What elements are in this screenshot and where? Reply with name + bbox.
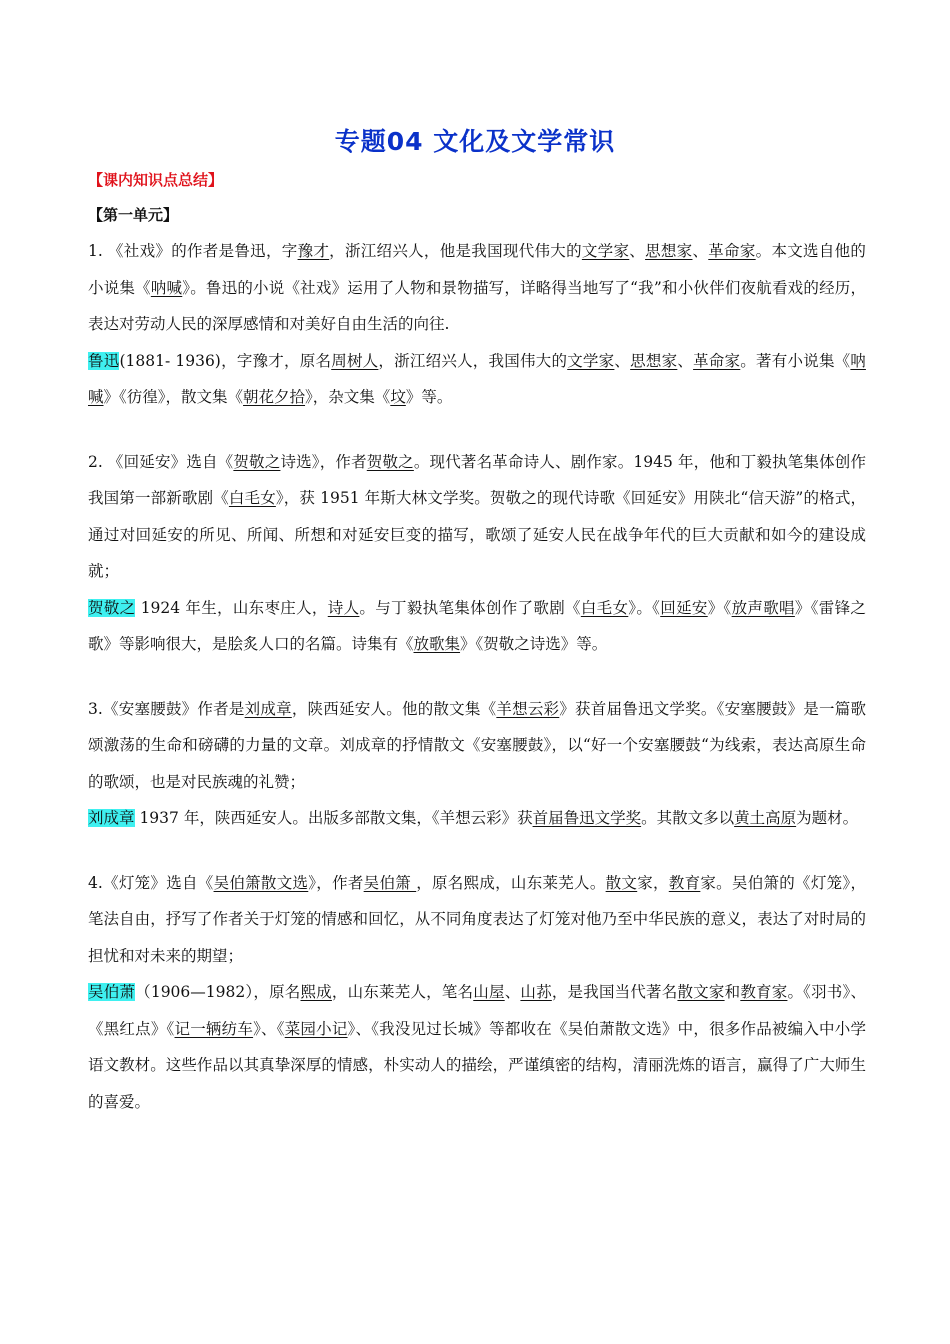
underlined-term: 放声歌唱 bbox=[731, 598, 795, 617]
text-run: ，浙江绍兴人，我国伟大的 bbox=[378, 351, 568, 370]
text-run: 、 bbox=[614, 351, 631, 370]
underlined-term: 教育家 bbox=[740, 983, 788, 1001]
underlined-term: 山屋 bbox=[473, 983, 505, 1001]
underlined-term: 教育 bbox=[668, 873, 701, 892]
text-run: 1937 年，陕西延安人。出版多部散文集，《羊想云彩》获 bbox=[134, 809, 533, 827]
spacer bbox=[88, 837, 866, 865]
text-run: 》、《 bbox=[253, 1019, 285, 1038]
text-run: 2. 《回延安》选自《 bbox=[88, 452, 234, 471]
text-run: 。其散文多以 bbox=[641, 809, 735, 827]
text-run: 》《彷徨》，散文集《 bbox=[103, 388, 244, 406]
underlined-term: 菜园小记 bbox=[284, 1019, 348, 1038]
text-run: 、 bbox=[692, 242, 709, 260]
text-run: 》《雷锋之歌》等影响很大，是脍炙人口的名篇。诗集有《 bbox=[88, 598, 866, 653]
text-run: 。著有小说集《 bbox=[740, 351, 851, 370]
item-4-paragraph bbox=[88, 865, 866, 975]
item-3-author-note bbox=[88, 800, 866, 837]
highlighted-name: 贺敬之 bbox=[88, 598, 136, 617]
underlined-term: 革命家 bbox=[693, 351, 741, 370]
underlined-term: 豫才 bbox=[297, 242, 330, 260]
text-run: ，是我国当代著名 bbox=[551, 983, 678, 1001]
text-run: 、 bbox=[629, 242, 646, 260]
text-run: 。《羽书》、《黑红点》《 bbox=[88, 983, 866, 1038]
section-label: 【课内知识点总结】 bbox=[88, 171, 224, 189]
text-run: 、 bbox=[504, 983, 521, 1001]
item-2-paragraph bbox=[88, 444, 866, 590]
underlined-term: 吴伯箫 bbox=[363, 873, 417, 892]
text-run: ，陕西延安人。他的散文集《 bbox=[291, 699, 497, 718]
item-1-author-note bbox=[88, 343, 866, 416]
text-run: 1. 《社戏》的作者是鲁迅，字 bbox=[88, 242, 298, 260]
text-run: 。现代著名革命诗人、剧作家。1945 年，他和丁毅执笔集体创作我国第一部新歌剧《 bbox=[88, 452, 866, 507]
underlined-term: 朝花夕拾 bbox=[243, 388, 306, 406]
underlined-term: 熙成 bbox=[300, 983, 332, 1001]
underlined-term: 首届鲁迅文学奖 bbox=[532, 809, 642, 827]
underlined-term: 回延安 bbox=[660, 598, 708, 617]
page-title: 专题04 文化及文学常识 bbox=[334, 127, 616, 156]
text-run: （1906—1982），原名 bbox=[135, 983, 301, 1001]
underlined-term: 贺敬之 bbox=[366, 452, 414, 471]
item-2-author-note bbox=[88, 590, 866, 663]
text-run: ，原名熙成，山东莱芜人。 bbox=[416, 873, 606, 892]
underlined-term: 山荪 bbox=[520, 983, 552, 1001]
text-run: 》。《 bbox=[628, 598, 661, 617]
underlined-term: 呐喊 bbox=[88, 351, 866, 406]
highlighted-name: 吴伯萧 bbox=[88, 983, 136, 1001]
underlined-term: 文学家 bbox=[581, 242, 630, 260]
item-4-author-note bbox=[88, 974, 866, 1120]
text-run: 》获首届鲁迅文学奖。《安塞腰鼓》是一篇歌颂激荡的生命和磅礴的力量的文章。刘成章的抒情散文《安塞腰鼓》，以“好一个安塞腰鼓“为线索，表达高原生命的歌颂，也是对民族魂的礼赞； bbox=[88, 699, 866, 791]
text-run: 》、《我没见过长城》等都收在《吴伯萧散文选》中，很多作品被编入中小学语文教材。这些作品以其真挚深厚的情感，朴实动人的描绘，严谨缜密的结构，清丽洗炼的语言，赢得了广大师生的喜爱。 bbox=[88, 1019, 866, 1111]
text-run: 为题材。 bbox=[796, 809, 859, 827]
text-run: 4.《灯笼》选自《 bbox=[88, 873, 214, 892]
text-run: 3.《安塞腰鼓》作者是 bbox=[88, 699, 245, 718]
text-run: ，山东莱芜人，笔名 bbox=[331, 983, 474, 1001]
text-run: 》，获 1951 年斯大林文学奖。贺敬之的现代诗歌《回延安》用陕北“信天游”的格式，通过对回延安的所见、所闻、所想和对延安巨变的描写，歌颂了延安人民在战争年代的巨大贡献和如今的建设成就； bbox=[88, 489, 866, 580]
underlined-term: 羊想云彩 bbox=[496, 699, 560, 718]
text-run: 家， bbox=[637, 873, 669, 892]
item-3-paragraph bbox=[88, 691, 866, 801]
underlined-term: 记一辆纺车 bbox=[174, 1019, 254, 1038]
text-run: 1924 年生，山东枣庄人， bbox=[135, 598, 328, 617]
text-run: 》。鲁迅的小说《社戏》运用了人物和景物描写，详略得当地写了“我”和小伙伴们夜航看戏的经历，表达对劳动人民的深厚感情和对美好自由生活的向往. bbox=[88, 278, 866, 333]
underlined-term: 吴伯箫散文选 bbox=[213, 873, 309, 892]
text-run: 》《贺敬之诗选》等。 bbox=[460, 635, 608, 653]
underlined-term: 呐喊 bbox=[150, 278, 183, 297]
spacer bbox=[88, 416, 866, 444]
unit-label: 【第一单元】 bbox=[88, 206, 179, 224]
underlined-term: 放歌集 bbox=[413, 635, 461, 653]
text-run: 。与丁毅执笔集体创作了歌剧《 bbox=[359, 598, 581, 617]
underlined-term: 白毛女 bbox=[580, 598, 629, 617]
text-run: ，浙江绍兴人，他是我国现代伟大的 bbox=[329, 242, 582, 260]
underlined-term: 贺敬之 bbox=[233, 452, 281, 471]
text-run: 》，杂文集《 bbox=[305, 388, 391, 406]
text-run: 家。吴伯箫的《灯笼》，笔法自由，抒写了作者关于灯笼的情感和回忆，从不同角度表达了灯笼对他乃至中华民族的意义，表达了对时局的担忧和对未来的期望； bbox=[88, 873, 866, 965]
highlighted-name: 鲁迅 bbox=[88, 351, 120, 370]
underlined-term: 散文家 bbox=[677, 983, 725, 1001]
text-run: 和 bbox=[724, 983, 741, 1001]
underlined-term: 散文 bbox=[605, 873, 638, 892]
highlighted-name: 刘成章 bbox=[88, 809, 135, 827]
underlined-term: 文学家 bbox=[567, 351, 615, 370]
text-run: 》，作者 bbox=[308, 873, 364, 892]
document-body bbox=[88, 233, 866, 1120]
underlined-term: 思想家 bbox=[645, 242, 693, 260]
text-run: 》《 bbox=[707, 598, 732, 617]
underlined-term: 坟 bbox=[390, 388, 406, 406]
text-run: 诗选》，作者 bbox=[280, 452, 367, 471]
underlined-term: 周树人 bbox=[331, 351, 379, 370]
text-run: 。本文选自他的小说集《 bbox=[88, 242, 866, 297]
text-run: 》等。 bbox=[405, 388, 453, 406]
text-run: 、 bbox=[677, 351, 694, 370]
spacer bbox=[88, 663, 866, 691]
text-run: (1881- 1936)，字豫才，原名 bbox=[119, 351, 332, 370]
item-1-paragraph bbox=[88, 233, 866, 343]
underlined-term: 刘成章 bbox=[244, 699, 292, 718]
underlined-term: 白毛女 bbox=[228, 489, 276, 507]
underlined-term: 思想家 bbox=[630, 351, 678, 370]
underlined-term: 黄土高原 bbox=[734, 809, 797, 827]
underlined-term: 革命家 bbox=[708, 242, 756, 260]
underlined-term: 诗人 bbox=[327, 598, 360, 617]
